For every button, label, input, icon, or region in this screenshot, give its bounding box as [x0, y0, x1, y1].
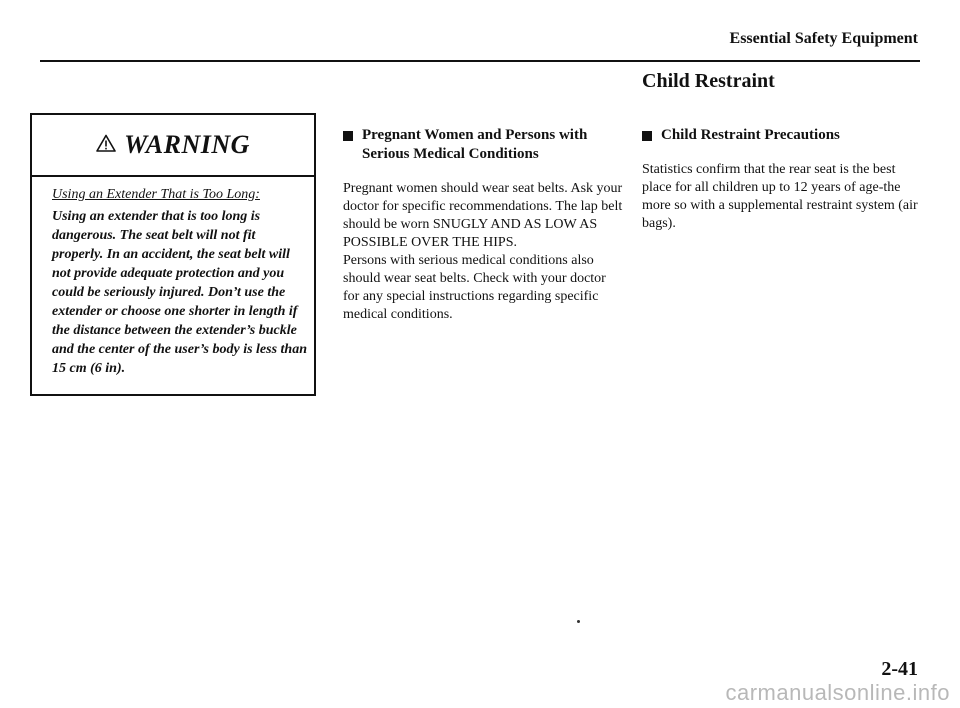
- pregnant-women-paragraph: Pregnant women should wear seat belts. Ask your doctor for specific recommendations. The lap belt should be worn SNUGLY AND AS LOW AS POSSIBLE OVER THE HIPS.: [343, 181, 623, 250]
- warning-text: Using an extender that is too long is dangerous. The seat belt will not fit properly. In an accident, the seat belt will not provide adequate protection and you could be seriously injured. Don’t use the extender or choose one shorter in length if the distance between the extender’s buckle and the center of the user’s body is less than 15 cm (6 in).: [52, 209, 307, 376]
- warning-subheading: Using an Extender That is Too Long:: [52, 187, 260, 202]
- child-restraint-precautions-section: [642, 126, 920, 233]
- medical-conditions-paragraph: Persons with serious medical conditions also should wear seat belts. Check with your doctor for any special instructions regarding specific medical conditions.: [343, 253, 606, 322]
- statistics-paragraph: Statistics confirm that the rear seat is the best place for all children up to 12 years of age-the more so with a supplemental restraint system (air bags).: [642, 162, 918, 231]
- warning-body: [32, 177, 314, 378]
- page-number: 2-41: [881, 658, 918, 680]
- warning-header: [32, 115, 314, 177]
- pregnant-women-section: [343, 126, 625, 324]
- stray-dot: [577, 620, 580, 623]
- watermark: carmanualsonline.info: [725, 680, 950, 705]
- header-title: Essential Safety Equipment: [729, 30, 918, 47]
- section-title: Child Restraint: [642, 70, 775, 92]
- pregnant-women-heading-text: Pregnant Women and Persons with Serious Medical Conditions: [362, 127, 588, 162]
- header-divider: [40, 60, 920, 62]
- warning-triangle-icon: [96, 134, 116, 157]
- bullet-square-icon: [343, 131, 353, 141]
- warning-title: WARNING: [124, 130, 250, 159]
- bullet-square-icon: [642, 131, 652, 141]
- child-restraint-precautions-heading-text: Child Restraint Precautions: [661, 127, 840, 143]
- pregnant-women-heading: [343, 126, 625, 164]
- child-restraint-precautions-heading: [642, 126, 920, 145]
- warning-box: [30, 113, 316, 396]
